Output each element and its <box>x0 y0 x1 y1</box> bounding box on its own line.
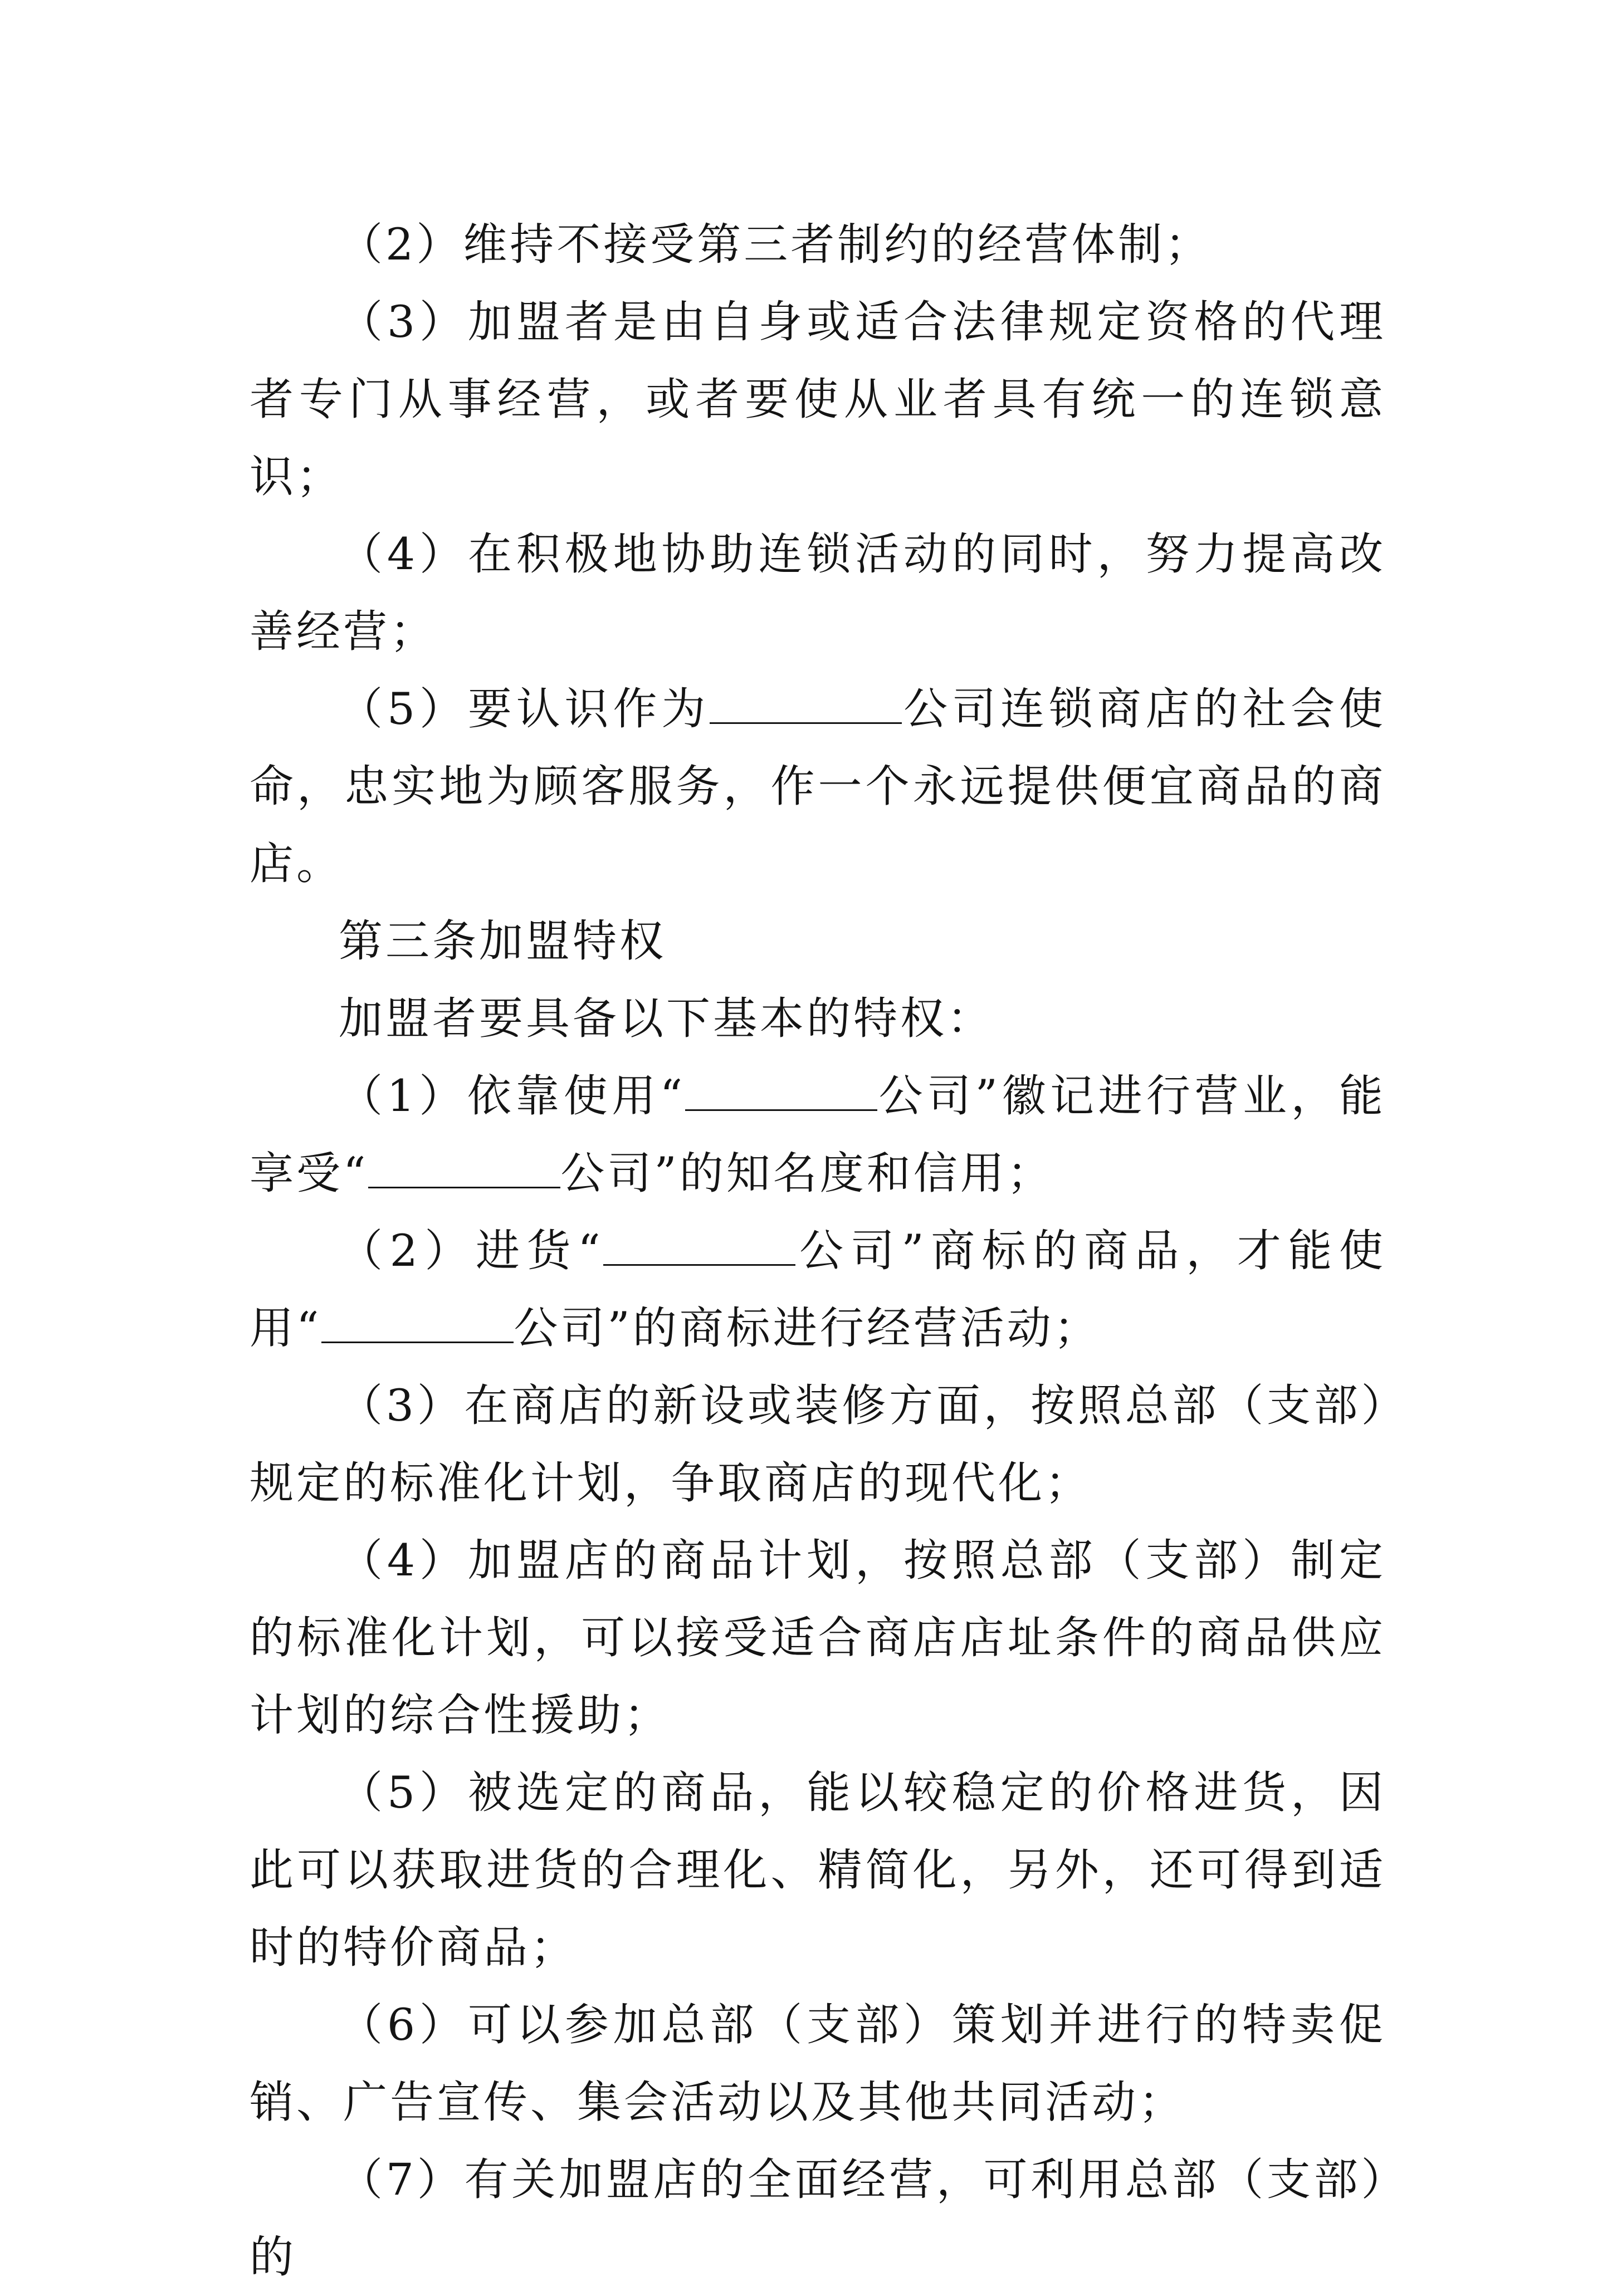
company-name-blank <box>603 1227 795 1266</box>
paragraph-privilege-2-trademark <box>250 1212 1386 1367</box>
company-name-blank <box>368 1149 560 1188</box>
paragraph-item-3-dedicated-operation: （3）加盟者是由自身或适合法律规定资格的代理者专门从事经营，或者要使从业者具有统一的连锁意识； <box>250 296 1386 502</box>
paragraph-privilege-1-emblem <box>250 1058 1386 1212</box>
company-name-blank <box>710 685 902 724</box>
company-name-blank <box>685 1072 877 1111</box>
paragraph-item-4-cooperate-improve: （4）在积极地协助连锁活动的同时，努力提高改善经营； <box>250 528 1386 657</box>
text-segment: 公司连锁商店的社会使命，忠实地为顾客服务，作一个永远提供便宜商品的商店。 <box>250 683 1386 889</box>
paragraph-privilege-6-joint-activities: （6）可以参加总部（支部）策划并进行的特卖促销、广告宣传、集会活动以及其他共同活动； <box>250 1999 1386 2128</box>
text-segment: 公司”徽记进行营业，能享受“ <box>250 1070 1386 1199</box>
paragraph-item-2-operating-system: （2）维持不接受第三者制约的经营体制； <box>339 219 1212 270</box>
paragraph-privilege-3-store-modernization: （3）在商店的新设或装修方面，按照总部（支部）规定的标准化计划，争取商店的现代化； <box>250 1380 1386 1509</box>
document-body <box>250 206 1386 2296</box>
paragraph-privilege-4-merchandise-plan: （4）加盟店的商品计划，按照总部（支部）制定的标准化计划，可以接受适合商店店址条件的商品供应计划的综合性援助； <box>250 1535 1386 1741</box>
text-segment: （1）依靠使用“ <box>339 1070 686 1122</box>
company-name-blank <box>321 1304 514 1343</box>
paragraph-item-5-social-mission <box>250 670 1386 903</box>
section-heading-article-3: 第三条加盟特权 <box>339 916 666 967</box>
paragraph-privilege-7-overall-operation: （7）有关加盟店的全面经营，可利用总部（支部）的 <box>250 2154 1386 2283</box>
text-segment: 公司”的商标进行经营活动； <box>514 1303 1101 1354</box>
text-segment: 公司”商标的商品，才能使用“ <box>250 1225 1386 1354</box>
text-segment: （2）进货“ <box>339 1225 603 1276</box>
paragraph-privileges-intro: 加盟者要具备以下基本的特权： <box>339 993 994 1044</box>
paragraph-privilege-5-stable-pricing: （5）被选定的商品，能以较稳定的价格进货，因此可以获取进货的合理化、精简化，另外，还可得到适时的特价商品； <box>250 1767 1386 1973</box>
text-segment: 公司”的知名度和信用； <box>560 1148 1054 1199</box>
text-segment: （5）要认识作为 <box>339 683 710 735</box>
